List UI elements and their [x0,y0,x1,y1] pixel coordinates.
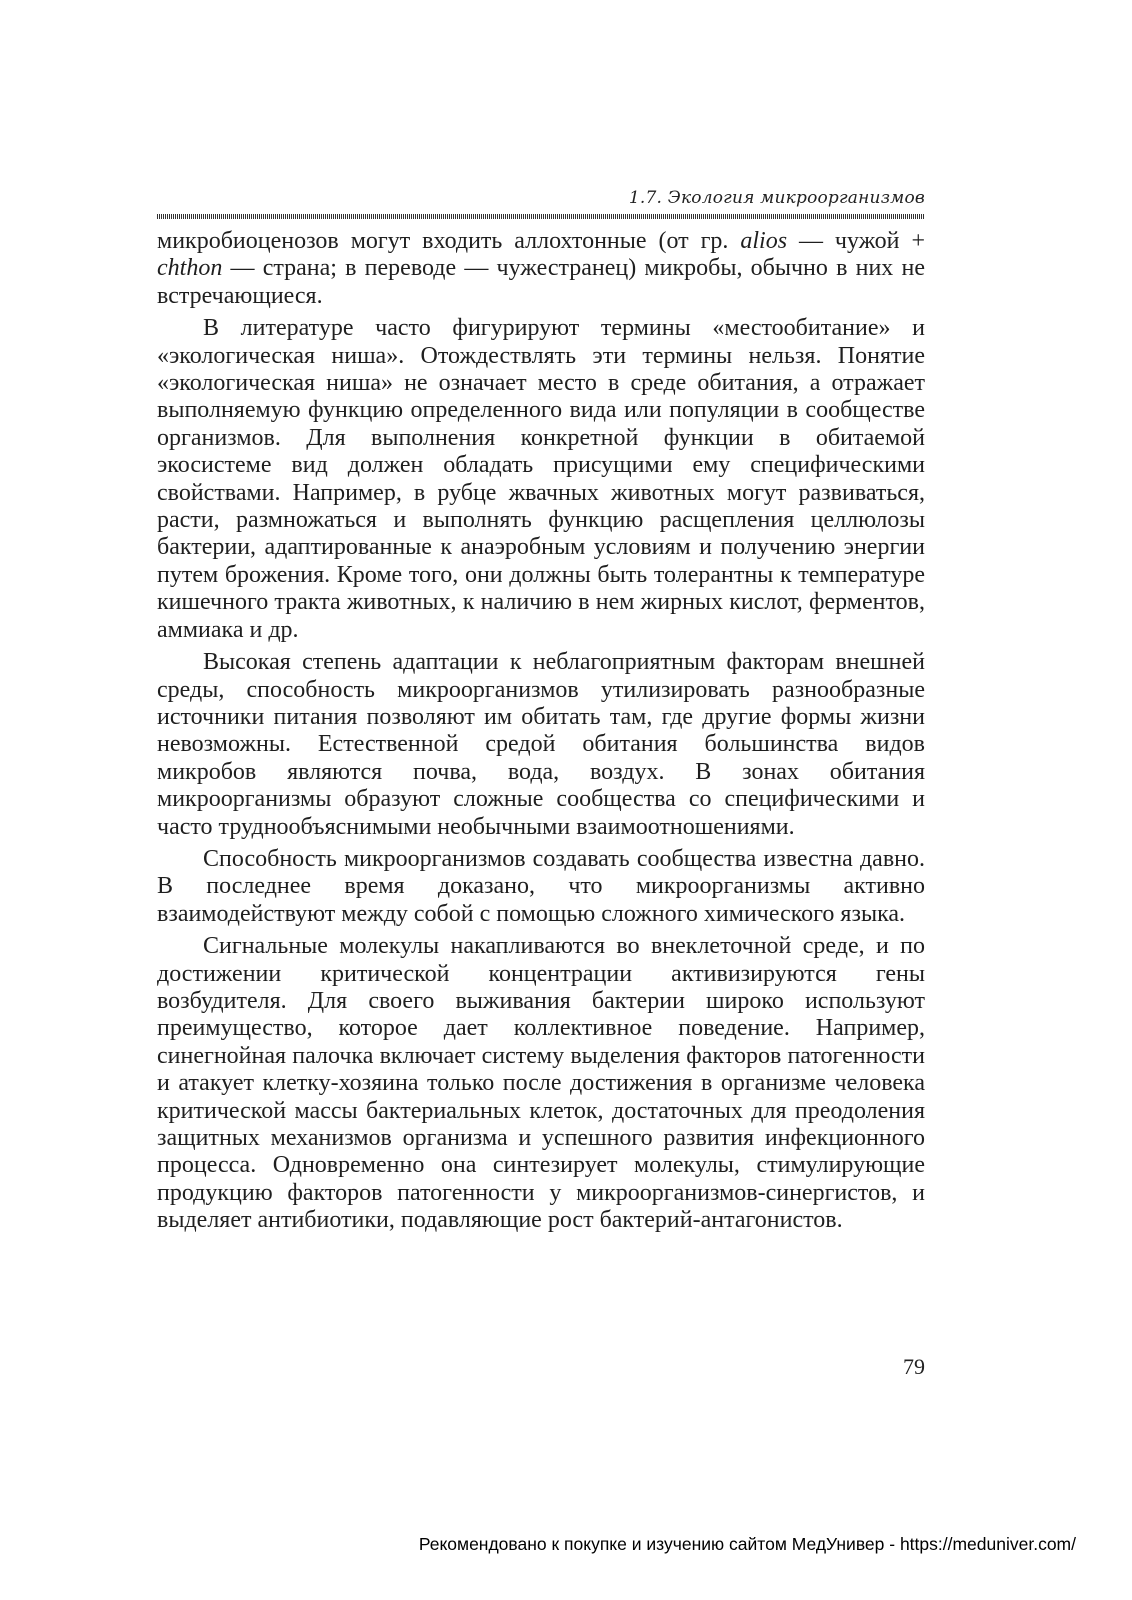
paragraph-continuation [157,228,925,310]
latin-term: alios [740,228,788,254]
text-segment: — страна; в переводе — чужестранец) микробы, обычно в них не встречающиеся. [157,255,925,309]
paragraph: В литературе часто фигурируют термины «местообитание» и «экологическая ниша». Отождествлять эти термины нельзя. Понятие «экологическая ниша» не означает место в среде обитания, а отражает выполняемую функцию определенного вида или популяции в сообществе организмов. Для выполнения конкретной функции в обитаемой экосистеме вид должен обладать присущими ему специфическими свойствами. Например, в рубце жвачных животных могут развиваться, расти, размножаться и выполнять функцию расщепления целлюлозы бактерии, адаптированные к анаэробным условиям и получению энергии путем брожения. Кроме того, они должны быть толерантны к температуре кишечного тракта животных, к наличию в нем жирных кислот, ферментов, аммиака и др. [157,315,925,643]
paragraph: Высокая степень адаптации к неблагоприятным факторам внешней среды, способность микроорганизмов утилизировать разнообразные источники питания позволяют им обитать там, где другие формы жизни невозможны. Естественной средой обитания большинства видов микробов являются почва, вода, воздух. В зонах обитания микроорганизмы образуют сложные сообщества со специфическими и часто труднообъяснимыми необычными взаимоотношениями. [157,649,925,840]
latin-term: chthon [157,255,223,282]
footer-note: Рекомендовано к покупке и изучению сайтом МедУнивер - https://meduniver.com/ [418,1534,1076,1554]
book-page [157,0,925,1600]
header-rule [157,214,925,219]
body-text [157,228,925,1235]
paragraph: Способность микроорганизмов создавать сообщества известна давно. В последнее время доказано, что микроорганизмы активно взаимодействуют между собой с помощью сложного химического языка. [157,845,925,927]
text-segment: — чужой + [787,228,925,254]
page-number: 79 [903,1354,925,1379]
text-segment: микробиоценозов могут входить аллохтонные (от гр. [157,228,741,254]
running-header: 1.7. Экология микроорганизмов [628,188,925,208]
paragraph: Сигнальные молекулы накапливаются во внеклеточной среде, и по достижении критической концентрации активизируются гены возбудителя. Для своего выживания бактерии широко используют преимущество, которое дает коллективное поведение. Например, синегнойная палочка включает систему выделения факторов патогенности и атакует клетку-хозяина только после достижения в организме человека критической массы бактериальных клеток, достаточных для преодоления защитных механизмов организма и успешного развития инфекционного процесса. Одновременно она синтезирует молекулы, стимулирующие продукцию факторов патогенности у микроорганизмов-синергистов, и выделяет антибиотики, подавляющие рост бактерий-антагонистов. [157,933,925,1234]
